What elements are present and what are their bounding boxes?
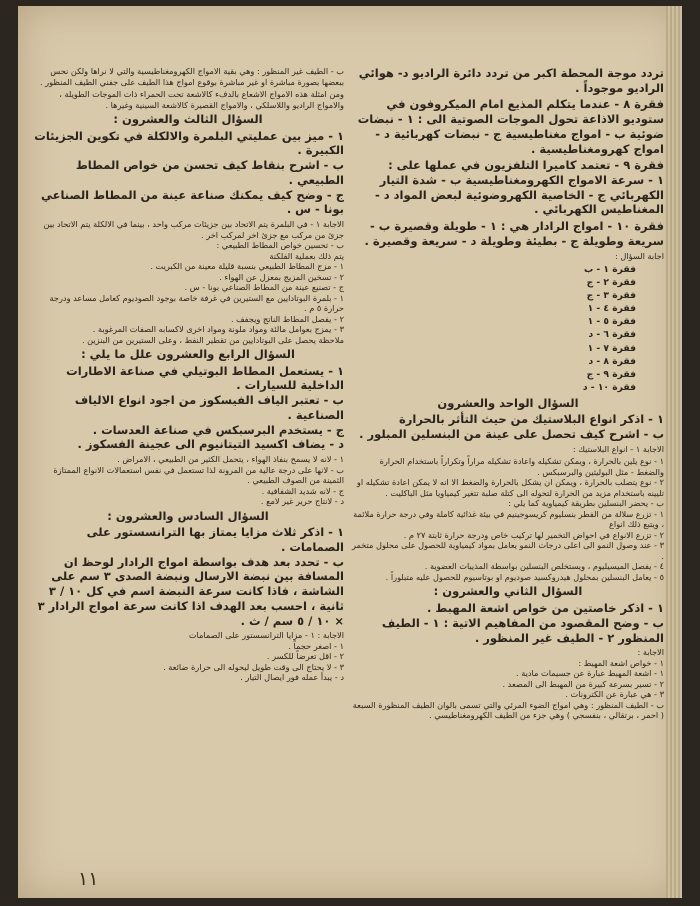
- question-text: ١ - اذكر ثلاث مزايا يمتاز بها الترانسستور على الصمامات . ب - تحدد بعد هدف بواسطة امواج الرادار لوحظ ان المسافة بين نبضة الارسال ونبضة الصدى ٣ سم على الشاشة ، فاذا كانت سرعة النبضة اسم في كل ١٠ / ٣ ثانية ، احسب بعد الهدف اذا كانت سرعة امواج الرادار ٣ × ١٠ / ٥ سم / ث .: [37, 525, 344, 628]
- left-column: [32, 66, 344, 685]
- page-number: ١١: [78, 868, 99, 890]
- answer-line: فقرة ٥ - ١: [587, 316, 636, 328]
- answer-text: ١ - نوع يلين بالحرارة ، ويمكن تشكيله واعادة تشكيله مراراً وتكراراً باستخدام الحرارة والضغط - مثل البوليثين والبرسبكس . ٢ - نوع يتصلب بالحرارة ، ويمكن ان يشكل بالحرارة والضغط الا انه لا يمكن اعادة تشكيله او تليينه باستخدام مزيد من الحرارة لتحوله الى كتلة صلبة تتغير كيمياويا مثل الباكليت . ب - يحضر البنسلين بطريقة كيمياوية كما يلي : ١ - تزرع سلالة من الفطر بنسليوم كريسوجينيم في بيئة غذائية كاملة وفي درجة حرارة ملائمة ، ويتبع ذلك انواع ٢ - تزرع الانواع في احواض التخمير لها تركيب خاص ودرجة حرارة ثابتة ٢٧ م . ٣ - عند وصول النمو الى اعلى درجات النمو يعامل بمواد كيمياوية للحصول على محلول متخمر . ٤ - يفصل الميسيليوم ، ويستخلص البنسلين بواسطة المذيبات العضوية . ٥ - يعامل البنسلين بمحلول هيدروكسيد صوديوم او بوتاسيوم للحصول عليه متبلوراً .: [352, 456, 664, 582]
- answer-line: فقرة ٦ - د: [588, 329, 636, 341]
- question-text: تردد موجة المحطة اكبر من تردد دائرة الراديو د- هوائي الراديو موجوداً .: [358, 66, 664, 95]
- answer-text: اجابة السؤال :: [615, 250, 664, 261]
- answer-line: فقرة ٢ - ج: [586, 277, 636, 289]
- question-text: فقرة ٨ - عندما يتكلم المذيع امام الميكروفون في ستوديو الاذاعة تحول الموجات الصوتية الى : ١ - نبضات ضوئية ب - امواج مغناطيسية ج - نبضات كهربائية د - امواج كهرومغناطيسية .: [357, 97, 664, 156]
- answer-line: فقرة ٣ - ج: [586, 290, 636, 302]
- answer-text: ب - الطيف غير المنظور : وهي بقية الامواج الكهرومغناطيسية والتي لا نراها ولكن نحس ببعضها بصورة مباشرة او غير مباشرة بوقوع امواج هذا الطيف على جفني الطيف المنظور .: [39, 66, 344, 87]
- answer-line: فقرة ١ - ب: [583, 264, 636, 276]
- right-column: [352, 66, 664, 723]
- page-edge: [666, 6, 682, 898]
- answer-text: الاجابة : ١ - مزايا الترانسستور على الصمامات ١ - اصغر حجماً . ٢ - اقل تعرضاً للكسر . ٣ - لا يحتاج الى وقت طويل ليحوله الى حرارة ضائعة . د - يبدأ عمله فور ايصال التيار .: [163, 630, 344, 683]
- answer-line: فقرة ٤ - ١: [587, 303, 636, 315]
- answer-text: ومن امثلة هذه الامواج الاشعاع بالدفء كالاشعة تحت الحمراء ذات الموجات الطويلة ، والامواج الراديو واللاسلكي ، والامواج القصيرة كالاشعة السينية وغيرها .: [59, 89, 344, 110]
- answer-text: الاجابة : ١ - خواص اشعة المهبط : ١ - اشعة المهبط عبارة عن جسيمات مادية . ٢ - تسير بسرعة كبيرة من المهبط الى المصعد . ٣ - هي عبارة عن الكترونات . ب - الطيف المنظور : وهي امواج الضوء المرئي والتي تسمى بالوان الطيف المنظورة السبعة ( احمر ، برتقالي ، بنفسجي ) وهي جزء من الطيف الكهرومغناطيسي .: [352, 647, 664, 721]
- answer-text: ١ - لانه لا يسمح بنفاذ الهواء ، يتحمل الكثير من الطبيعي ، الامراض . ب - لانها على درجة عالية من المرونة لذا تستعمل في نفس استعمالات الانواع الممتازة الثمينة من الصوف الطبيعي . ج - لانه شديد الشفافية . د - لانتاج حرير غير لامع .: [53, 454, 344, 507]
- answer-line: فقرة ٧ - ١: [587, 342, 636, 354]
- answer-line: فقرة ١٠ - د: [582, 381, 636, 393]
- question-text: ١ - اذكر خاصتين من خواص اشعة المهبط . ب - وضح المقصود من المفاهيم الاتية : ١ - الطيف المنظور ٢ - الطيف غير المنظور .: [381, 601, 664, 645]
- answer-list: [352, 263, 664, 394]
- answer-line: فقرة ٩ - ج: [586, 368, 636, 380]
- question-heading: السؤال الواحد والعشرون: [437, 395, 579, 410]
- question-text: ١ - ميز بين عمليتي البلمرة والالكلة في تكوين الجزيئات الكبيرة . ب - اشرح بنقاط كيف تحسن من خواص المطاط الطبيعي . ج - وضح كيف يمكنك صناعة عينة من المطاط الصناعي بونا - س .: [34, 128, 344, 217]
- answer-text: الاجابة ١ - في البلمرة يتم الاتحاد بين جزيئات مركب واحد ، بينما في الالكلة يتم الاتحاد بين جزئ من مركب مع جزئ اخر لمركب اخر . ب - تحسين خواص المطاط الطبيعي : يتم ذلك بعملية الفلكنة ١ - مزج المطاط الطبيعي بنسبة قليلة معينة من الكبريت . ٢ - تسخين المزيج بمعزل عن الهواء . ج - تصنيع عينة من المطاط الصناعي بونا - س . ١ - بلمرة البوتادايين مع الستيرين في غرفة خاصة بوجود الصوديوم كعامل مساعد ودرجة حرارة ٥ م . ٢ - يفصل المطاط الناتج ويجفف . ٣ - يمزج بعوامل مالئة ومواد ملونة ومواد اخرى لاكسابه الصفات المرغوبة . ملاحظة يحصل على البوتادايين من تقطير النفط ، وعلى الستيرين من البنزين .: [43, 219, 344, 345]
- question-text: فقرة ٩ - تعتمد كاميرا التلفزيون في عملها على : ١ - سرعة الامواج الكهرومغناطيسية ب - شدة التيار الكهربائي ج - الخاصية الكهروضوئية لبعض المواد د - المغناطيس الكهربائي .: [374, 158, 664, 217]
- question-text: ١ - اذكر انواع البلاستيك من حيث التأثر بالحرارة ب - اشرح كيف تحصل على عينة من البنسلين المبلور .: [359, 412, 664, 442]
- question-heading: السؤال الثالث والعشرون :: [113, 112, 263, 126]
- answer-text: الاجابة ١ - انواع البلاستيك :: [572, 443, 664, 454]
- book-page: [18, 6, 682, 898]
- question-heading: السؤال السادس والعشرون :: [107, 508, 269, 523]
- question-heading: السؤال الثاني والعشرون :: [433, 584, 583, 599]
- answer-line: فقرة ٨ - د: [588, 355, 636, 367]
- question-text: ١ - يستعمل المطاط البوتيلي في صناعة الاطارات الداخلية للسيارات . ب - تعتبر الياف الفيسكوز من اجود انواع الالياف الصناعية . ج - يستخدم البرسبكس في صناعة العدسات . د - يضاف اكسيد التيتانيوم الى عجينة الفسكوز .: [66, 363, 344, 452]
- question-text: فقرة ١٠ - امواج الرادار هي : ١ - طويلة وقصيرة ب - سريعة وطويلة ج - بطيئة وطويلة د - سريعة وقصيرة .: [364, 219, 664, 248]
- question-heading: السؤال الرابع والعشرون علل ما يلي :: [81, 347, 295, 362]
